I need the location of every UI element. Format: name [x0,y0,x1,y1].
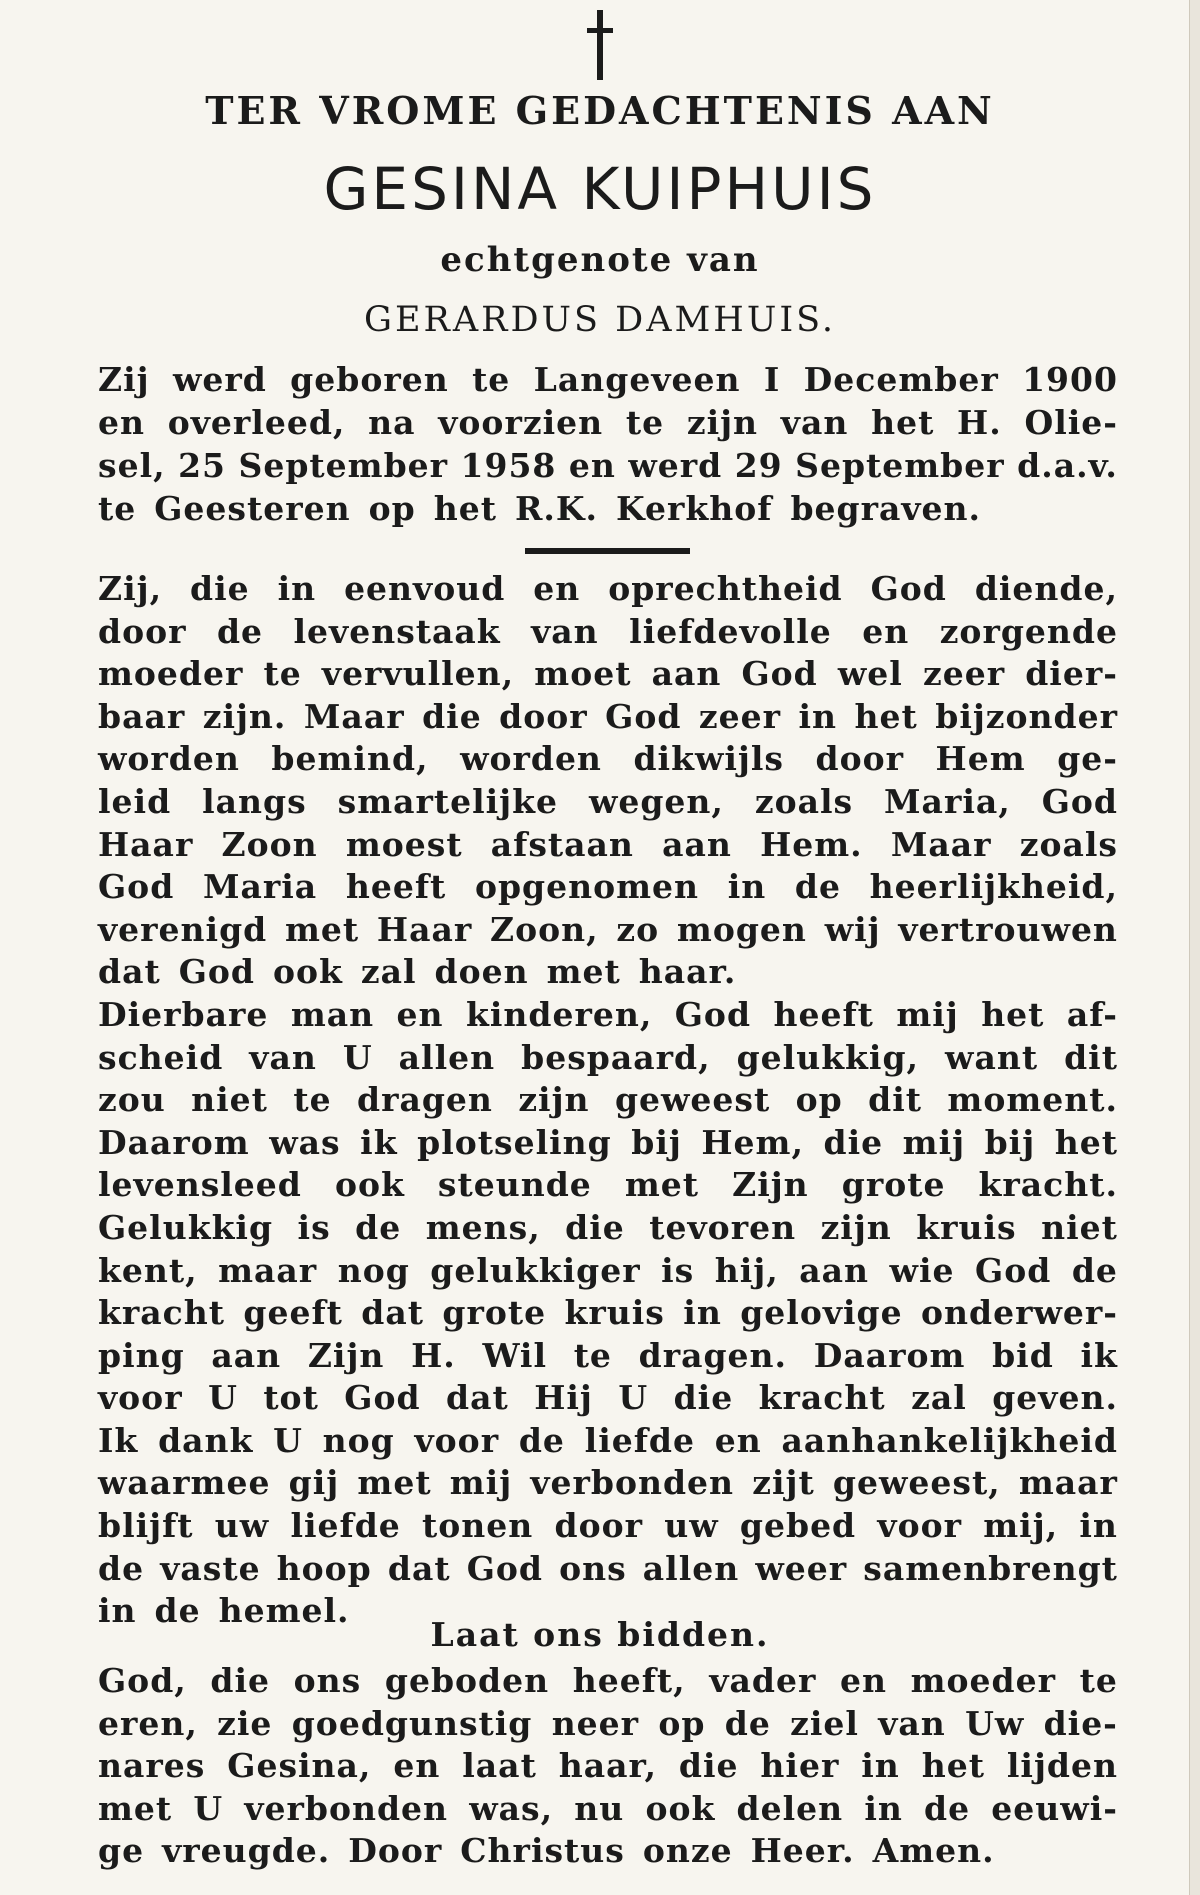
text-line: baar zijn. Maar die door God zeer in het bijzonder [98,696,1118,736]
text-line: dat God ook zal doen met haar. [98,952,737,992]
spouse-label: echtgenote van [440,240,760,280]
text-line: waarmee gij met mij verbonden zijt geweest, maar [98,1463,1118,1503]
text-line: Haar Zoon moest afstaan aan Hem. Maar zoals [98,824,1118,864]
text-line: Gelukkig is de mens, die tevoren zijn kruis niet [98,1207,1118,1247]
text-line: in de hemel. [98,1591,350,1631]
text-line: blijft uw liefde tonen door uw gebed voor mij, in [98,1506,1118,1546]
text-line: kent, maar nog gelukkiger is hij, aan wie God de [98,1250,1118,1290]
prayer-title: Laat ons bidden. [430,1615,770,1654]
text-line: door de levenstaak van liefdevolle en zorgende [98,611,1118,651]
text-line: ge vreugde. Door Christus onze Heer. Amen. [98,1831,995,1871]
text-line: Daarom was ik plotseling bij Hem, die mij bij het [98,1122,1118,1162]
spouse-name: GERARDUS DAMHUIS. [363,300,837,340]
text-line: en overleed, na voorzien te zijn van het H. Olie- [98,403,1118,442]
text-line: kracht geeft dat grote kruis in gelovige onderwer- [98,1293,1118,1333]
text-line: God, die ons geboden heeft, vader en moeder te [98,1661,1118,1700]
text-line: verenigd met Haar Zoon, zo mogen wij vertrouwen [98,909,1118,949]
card-edge [1189,0,1200,1895]
biography-paragraph [98,358,1118,530]
cross-icon [585,10,615,80]
memorial-heading: TER VROME GEDACHTENIS AAN [205,88,995,133]
text-line: ping aan Zijn H. Wil te dragen. Daarom bid ik [98,1335,1118,1375]
text-line: voor U tot God dat Hij U die kracht zal geven. [98,1378,1118,1418]
text-line: worden bemind, worden dikwijls door Hem ge- [98,739,1118,779]
text-line: Ik dank U nog voor de liefde en aanhankelijkheid [98,1420,1118,1460]
text-line: zou niet te dragen zijn geweest op dit moment. [98,1080,1118,1120]
text-line: met U verbonden was, nu ook delen in de eeuwi- [98,1788,1118,1828]
text-line: scheid van U allen bespaard, gelukkig, want dit [98,1037,1118,1077]
text-line: sel, 25 September 1958 en werd 29 September d.a.v. [98,446,1118,485]
text-line: de vaste hoop dat God ons allen weer samenbrengt [98,1548,1118,1588]
text-line: God Maria heeft opgenomen in de heerlijkheid, [98,867,1118,907]
text-line: moeder te vervullen, moet aan God wel zeer dier- [98,654,1118,694]
text-line: te Geesteren op het R.K. Kerkhof begraven. [98,489,982,528]
deceased-name: GESINA KUIPHUIS [323,155,877,223]
text-line: leid langs smartelijke wegen, zoals Maria, God [98,781,1118,821]
text-line: Zij, die in eenvoud en oprechtheid God diende, [98,569,1118,608]
divider-rule [525,548,690,554]
text-line: Dierbare man en kinderen, God heeft mij het af- [98,994,1118,1034]
text-line: nares Gesina, en laat haar, die hier in het lijden [98,1746,1118,1786]
text-line: Zij werd geboren te Langeveen I December 1900 [98,360,1118,399]
reflection-paragraph [98,568,1118,1633]
prayer-paragraph [98,1660,1118,1873]
text-line: levensleed ook steunde met Zijn grote kracht. [98,1165,1118,1205]
text-line: eren, zie goedgunstig neer op de ziel van Uw die- [98,1703,1118,1743]
